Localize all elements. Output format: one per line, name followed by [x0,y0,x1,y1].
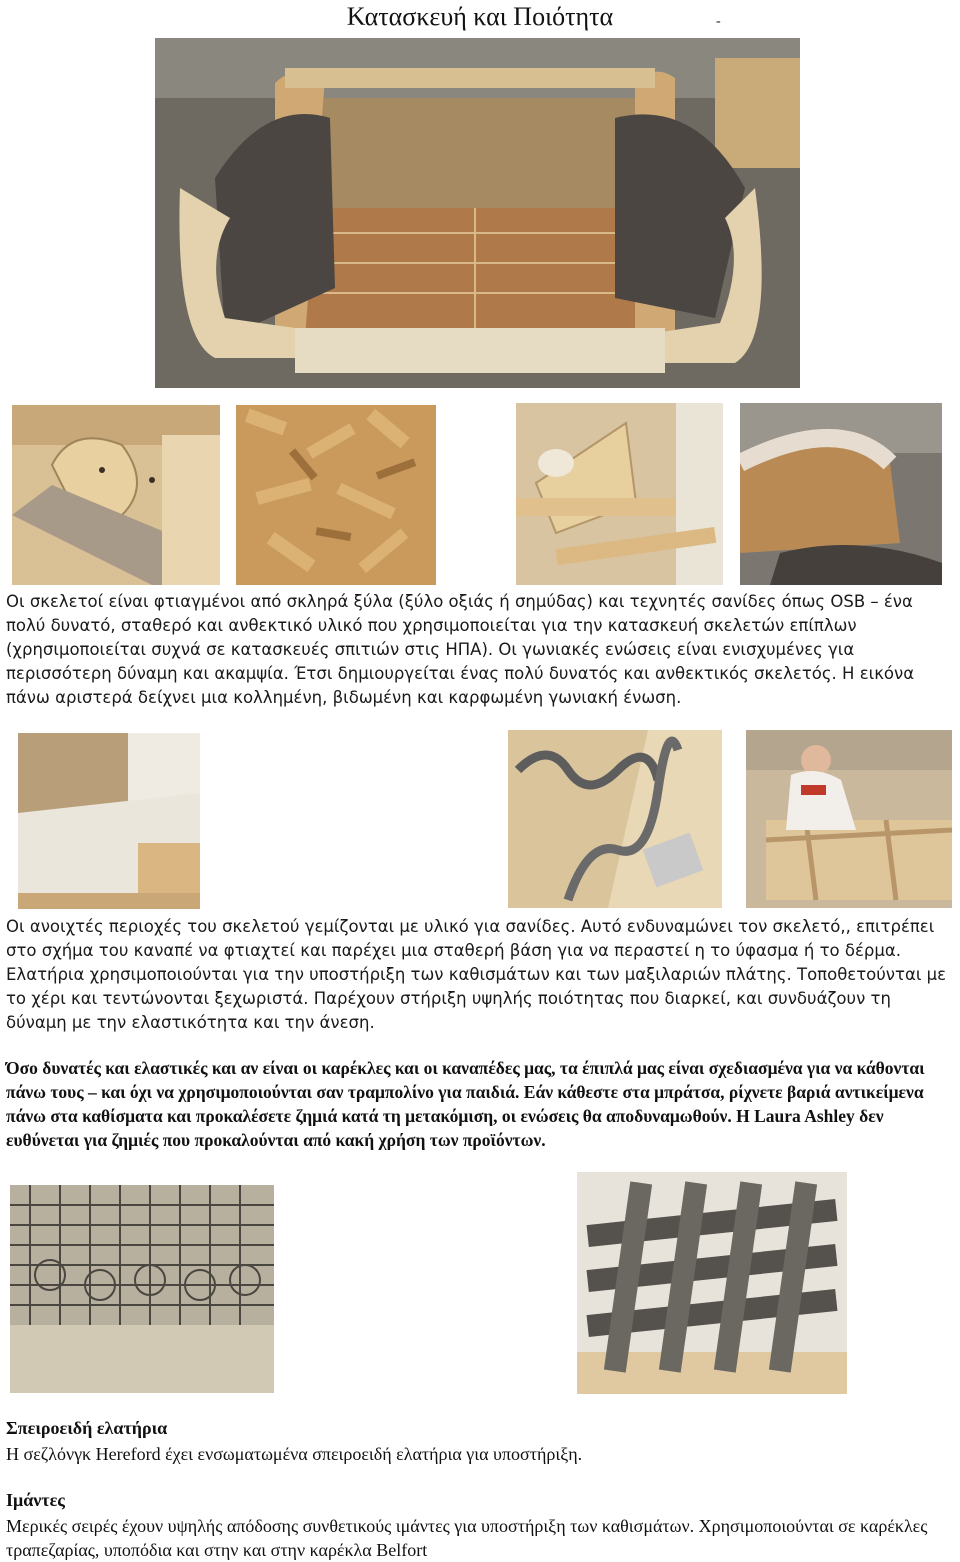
coil-springs-text: Η σεζλόνγκ Hereford έχει ενσωματωμένα σπειροειδή ελατήρια για υποστήριξη. [6,1444,583,1464]
frame-paragraph: Οι σκελετοί είναι φτιαγμένοι από σκληρά ξύλα (ξύλο οξιάς ή σημύδας) και τεχνητές σανίδες όπως OSB – ένα πολύ δυνατό, σταθερό και ανθεκτικό υλικό που χρησιμοποιείται για την κατασκευή σκελετών επίπλων (χρησιμοποιείται συχνά σε κατασκευές σπιτιών στις ΗΠΑ). Οι γωνιακές ενώσεις είναι ενισχυμένες για περισσότερη δύναμη και ακαμψία. Έτσι δημιουργείται ένας πολύ δυνατός και ανθεκτικός σκελετός. Η εικόνα πάνω αριστερά δείχνει μια κολλημένη, βιδωμένη και καρφωμένη γωνιακή ένωση. [6,592,915,707]
upholstered-frame-photo [18,733,200,909]
page-title: Κατασκευή και Ποιότητα [346,2,614,31]
osb-board-photo [236,405,436,585]
warning-paragraph: Όσο δυνατές και ελαστικές και αν είναι οι καρέκλες και οι καναπέδες μας, τα έπιπλά μας είναι σχεδιασμένα για να κάθονται πάνω τους – και όχι να χρησιμοποιούνται σαν τραμπολίνο για παιδιά. Εάν κάθεστε στα μπράτσα, ρίχνετε βαριά αντικείμενα πάνω στα καθίσματα και προκαλέσετε ζημιά κατά τη μετακόμιση, οι ενώσεις θα αποδυναμωθούν. Η Laura Ashley δεν ευθύνεται για ζημιές που προκαλούνται από κακή χρήση των προϊόντων. [6,1058,925,1150]
sofa-frame-photo [155,38,800,388]
worker-frame-photo [746,730,952,908]
header-dash: - [716,14,721,29]
straps-heading: Ιμάντες [6,1490,65,1510]
coil-spring-photo [10,1185,274,1393]
coil-springs-heading: Σπειροειδή ελατήρια [6,1418,168,1438]
zigzag-spring-photo [508,730,722,908]
frame-bracket-photo [516,403,723,585]
boards-paragraph: Οι ανοιχτές περιοχές του σκελετού γεμίζονται με υλικό για σανίδες. Αυτό ενδυναμώνει τον σκελετό,, επιτρέπει στο σχήμα του καναπέ να φτιαχτεί και παρέχει μια σταθερή βάση για να περαστεί η το ύφασμα ή το δέρμα. Ελατήρια χρησιμοποιούνται για την υποστήριξη των καθισμάτων και των μαξιλαριών πλάτης. Τοποθετούνται με το χέρι και τεντώνονται ξεχωριστά. Παρέχουν στήριξη υψηλής ποιότητας που διαρκεί, και συνδυάζουν τη δύναμη με την ελαστικότητα και την άνεση. [6,917,947,1032]
joint-corner-photo [12,405,220,585]
arm-frame-photo [740,403,942,585]
webbing-photo [577,1172,847,1394]
straps-text: Μερικές σειρές έχουν υψηλής απόδοσης συνθετικούς ιμάντες για υποστήριξη των καθισμάτων. Χρησιμοποιούνται σε καρέκλες τραπεζαρίας, υποπόδια και στην και στην καρέκλα Belfort [6,1516,928,1560]
